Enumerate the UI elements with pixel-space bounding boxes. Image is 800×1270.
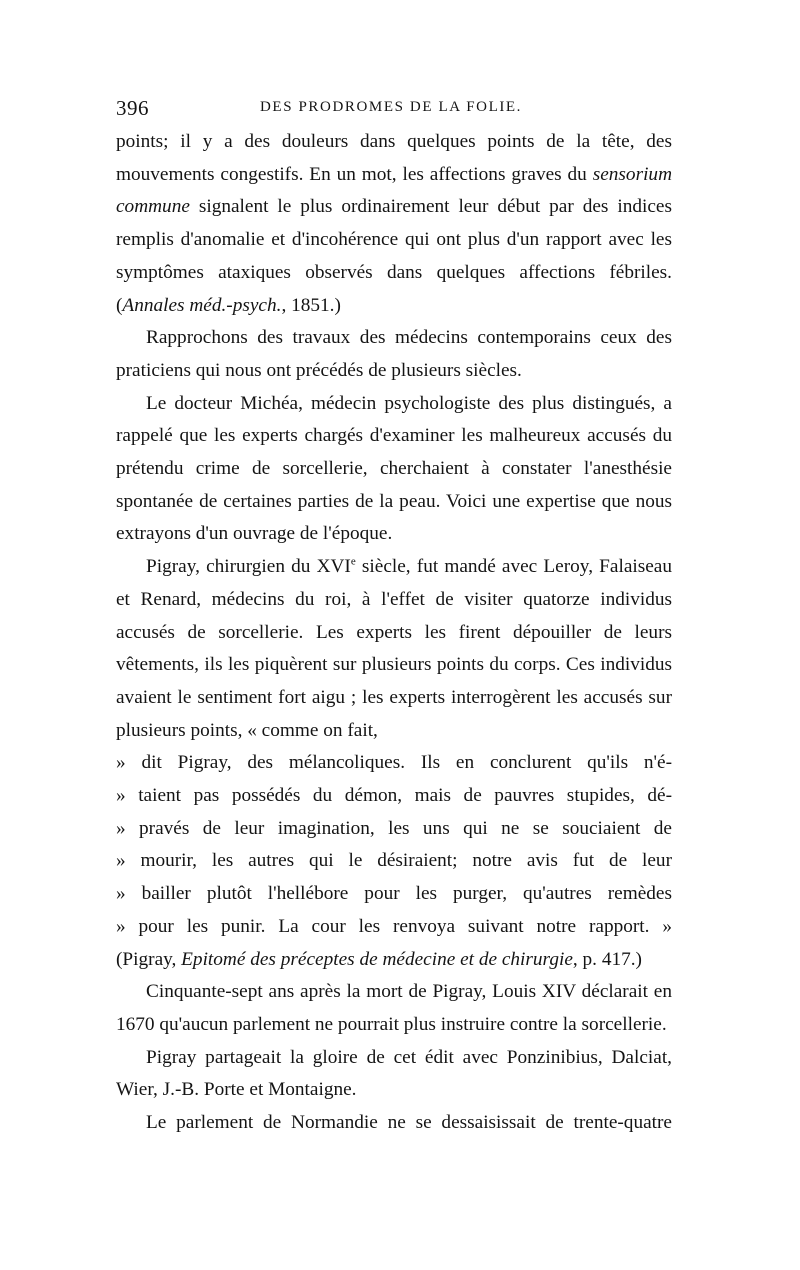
paragraph-6: Pigray partageait la gloire de cet édit avec Ponzinibius, Dalciat, Wier, J.-B. Porte et Montaigne. [116,1046,672,1101]
superscript: e [350,555,356,568]
text-span: , 1851.) [281,294,341,316]
paragraph-3: Le docteur Michéa, médecin psychologiste des plus distingués, a rappelé que les experts chargés d'examiner les malheureux accusés du prétendu crime de sorcellerie, cherchaient à constater l'anesthésie spontanée de certaines parties de la peau. Voici une expertise que nous extrayons d'un ouvrage de l'époque. [116,392,672,545]
text-span: signalent le plus ordinairement leur début par des indices remplis d'anomalie et d'incohérence qui ont plus d'un rapport avec les symptômes ataxiques observés dans quelques affections fébriles. ( [116,196,672,316]
paragraph-2: Rapprochons des travaux des médecins contemporains ceux des praticiens qui nous ont précédés de plusieurs siècles. [116,327,672,381]
running-head: DES PRODROMES DE LA FOLIE. [260,99,523,115]
quote-line: » dit Pigray, des mélancoliques. Ils en conclurent qu'ils n'é- [116,752,672,774]
citation-title: Epitomé des préceptes de médecine et de chirurgie [181,948,573,970]
text-span: Pigray, chirurgien du [146,556,317,578]
quote-line: » mourir, les autres qui le désiraient; notre avis fut de leur [116,850,672,872]
page-number: 396 [116,96,149,120]
text-span: , p. 417.) [572,948,642,970]
text-span: (Pigray, [116,948,182,970]
century-numeral: XVI [316,556,351,578]
paragraph-5: Cinquante-sept ans après la mort de Pigray, Louis XIV déclarait en 1670 qu'aucun parlement ne pourrait plus instruire contre la sorcellerie. [116,981,672,1035]
paragraph-4 [116,551,672,747]
paragraph-1 [116,126,672,322]
quote-line: » bailler plutôt l'hellébore pour les purger, qu'autres remèdes [116,883,672,905]
body-text [116,126,672,1140]
quote-line: » taient pas possédés du démon, mais de pauvres stupides, dé- [116,785,672,807]
text-span: siècle, fut mandé avec Leroy, Falaiseau et Renard, médecins du roi, à l'effet de visiter quatorze individus accusés de sorcellerie. Les experts les firent dépouiller de leurs vêtements, ils les piquèrent sur plusieurs points du corps. Ces individus avaient le sentiment fort aigu ; les experts interrogèrent les accusés sur plusieurs points, « comme on fait, [116,556,672,741]
paragraph-7: Le parlement de Normandie ne se dessaisissait de trente-quatre [146,1112,672,1134]
quote-line: » pravés de leur imagination, les uns qui ne se souciaient de [116,817,672,839]
text-span: points; il y a des douleurs dans quelques points de la tête, des mouvements congestifs. En un mot, les affections graves du [116,131,672,185]
citation [116,944,672,977]
italic-term: sensorium commune [116,163,672,218]
page-header [116,96,672,122]
quote-line: » pour les punir. La cour les renvoya suivant notre rapport. » [116,915,672,937]
citation-title: Annales méd.-psych. [122,294,282,316]
